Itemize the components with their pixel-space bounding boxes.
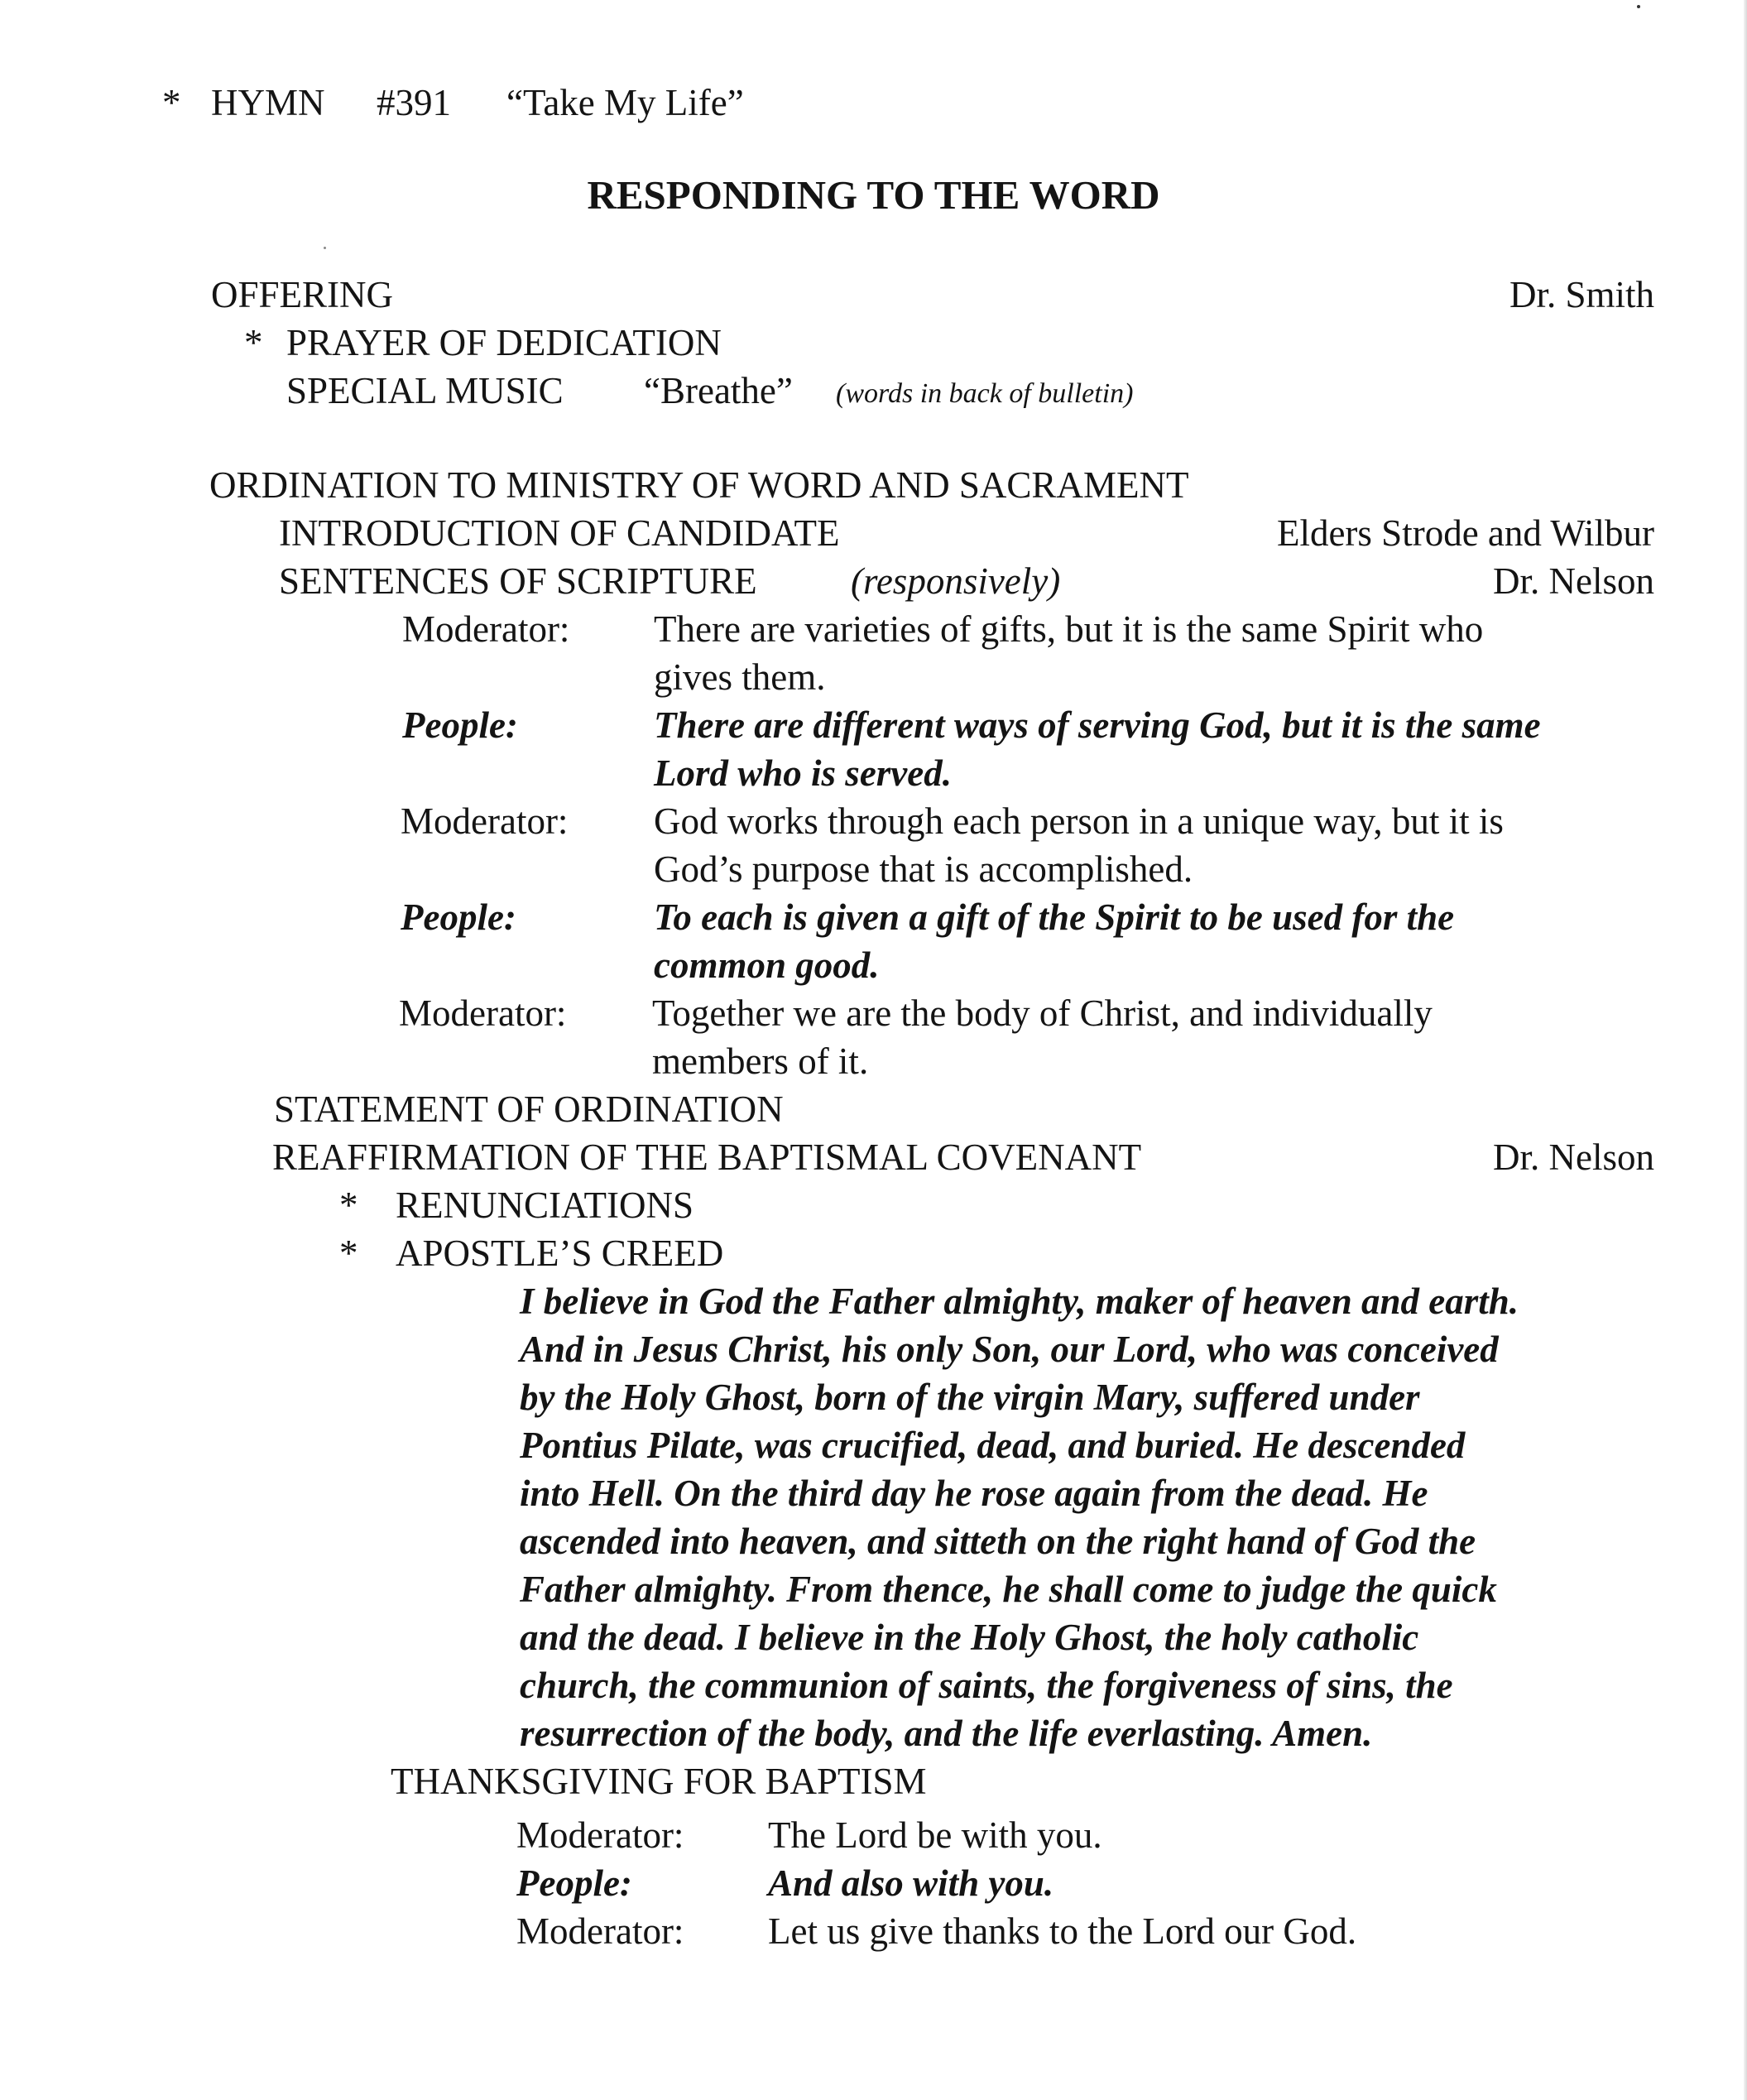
sentences-note: (responsively) (851, 560, 1061, 602)
litany-line: There are varieties of gifts, but it is the same Spirit who (654, 608, 1484, 650)
litany-line: common good. (654, 944, 880, 986)
creed-line: ascended into heaven, and sitteth on the right hand of God the (520, 1521, 1476, 1562)
special-music-title: “Breathe” (644, 370, 793, 411)
prayer-standing-mark: * (244, 322, 263, 363)
thanksgiving-speaker-moderator: Moderator: (516, 1814, 684, 1856)
thanksgiving-line: Let us give thanks to the Lord our God. (768, 1910, 1357, 1952)
litany-speaker-people: People: (402, 704, 518, 746)
litany-line: God works through each person in a unique way, but it is (654, 800, 1504, 842)
renunciations-standing-mark: * (339, 1185, 358, 1226)
litany-line: God’s purpose that is accomplished. (654, 848, 1193, 890)
introduction-leader: Elders Strode and Wilbur (1276, 512, 1654, 554)
scan-speck (324, 247, 326, 249)
section-heading: RESPONDING TO THE WORD (587, 172, 1160, 218)
hymn-title: “Take My Life” (506, 82, 744, 123)
hymn-label: HYMN (211, 82, 325, 123)
creed-standing-mark: * (339, 1233, 358, 1274)
statement-label: STATEMENT OF ORDINATION (274, 1088, 784, 1130)
sentences-label: SENTENCES OF SCRIPTURE (279, 560, 757, 602)
ordination-title: ORDINATION TO MINISTRY OF WORD AND SACRAMENT (209, 464, 1189, 506)
thanksgiving-label: THANKSGIVING FOR BAPTISM (391, 1761, 927, 1802)
offering-leader: Dr. Smith (1509, 274, 1654, 315)
hymn-standing-mark: * (162, 82, 181, 123)
reaffirmation-label: REAFFIRMATION OF THE BAPTISMAL COVENANT (272, 1136, 1142, 1178)
litany-line: To each is given a gift of the Spirit to be used for the (654, 896, 1455, 938)
creed-label: APOSTLE’S CREED (396, 1233, 724, 1274)
litany-speaker-moderator: Moderator: (402, 608, 570, 650)
scan-speck (1637, 5, 1640, 8)
litany-line: There are different ways of serving God, but it is the same (654, 704, 1541, 746)
page-edge-shadow (1744, 0, 1747, 2100)
offering-label: OFFERING (211, 274, 394, 315)
litany-speaker-people: People: (401, 896, 516, 938)
litany-speaker-moderator: Moderator: (401, 800, 569, 842)
thanksgiving-line: And also with you. (768, 1862, 1054, 1904)
special-music-note: (words in back of bulletin) (836, 378, 1134, 409)
creed-line: And in Jesus Christ, his only Son, our Lord, who was conceived (520, 1329, 1499, 1370)
litany-line: Together we are the body of Christ, and individually (652, 992, 1433, 1034)
thanksgiving-speaker-moderator: Moderator: (516, 1910, 684, 1952)
creed-line: I believe in God the Father almighty, maker of heaven and earth. (520, 1281, 1519, 1322)
litany-line: members of it. (652, 1040, 869, 1082)
special-music-label: SPECIAL MUSIC (286, 370, 564, 411)
renunciations-label: RENUNCIATIONS (396, 1185, 694, 1226)
creed-line: Pontius Pilate, was crucified, dead, and buried. He descended (520, 1425, 1466, 1466)
thanksgiving-line: The Lord be with you. (768, 1814, 1102, 1856)
prayer-label: PRAYER OF DEDICATION (286, 322, 722, 363)
creed-line: by the Holy Ghost, born of the virgin Mary, suffered under (520, 1377, 1420, 1418)
creed-line: Father almighty. From thence, he shall come to judge the quick (520, 1569, 1497, 1610)
creed-line: resurrection of the body, and the life everlasting. Amen. (520, 1713, 1373, 1754)
hymn-number: #391 (377, 82, 451, 123)
reaffirmation-leader: Dr. Nelson (1493, 1136, 1654, 1178)
creed-line: and the dead. I believe in the Holy Ghost, the holy catholic (520, 1617, 1419, 1658)
litany-line: Lord who is served. (654, 752, 952, 794)
litany-line: gives them. (654, 656, 826, 698)
sentences-leader: Dr. Nelson (1493, 560, 1654, 602)
thanksgiving-speaker-people: People: (516, 1862, 632, 1904)
creed-line: into Hell. On the third day he rose again from the dead. He (520, 1473, 1428, 1514)
litany-speaker-moderator: Moderator: (399, 992, 567, 1034)
introduction-label: INTRODUCTION OF CANDIDATE (279, 512, 840, 554)
creed-line: church, the communion of saints, the forgiveness of sins, the (520, 1665, 1453, 1706)
